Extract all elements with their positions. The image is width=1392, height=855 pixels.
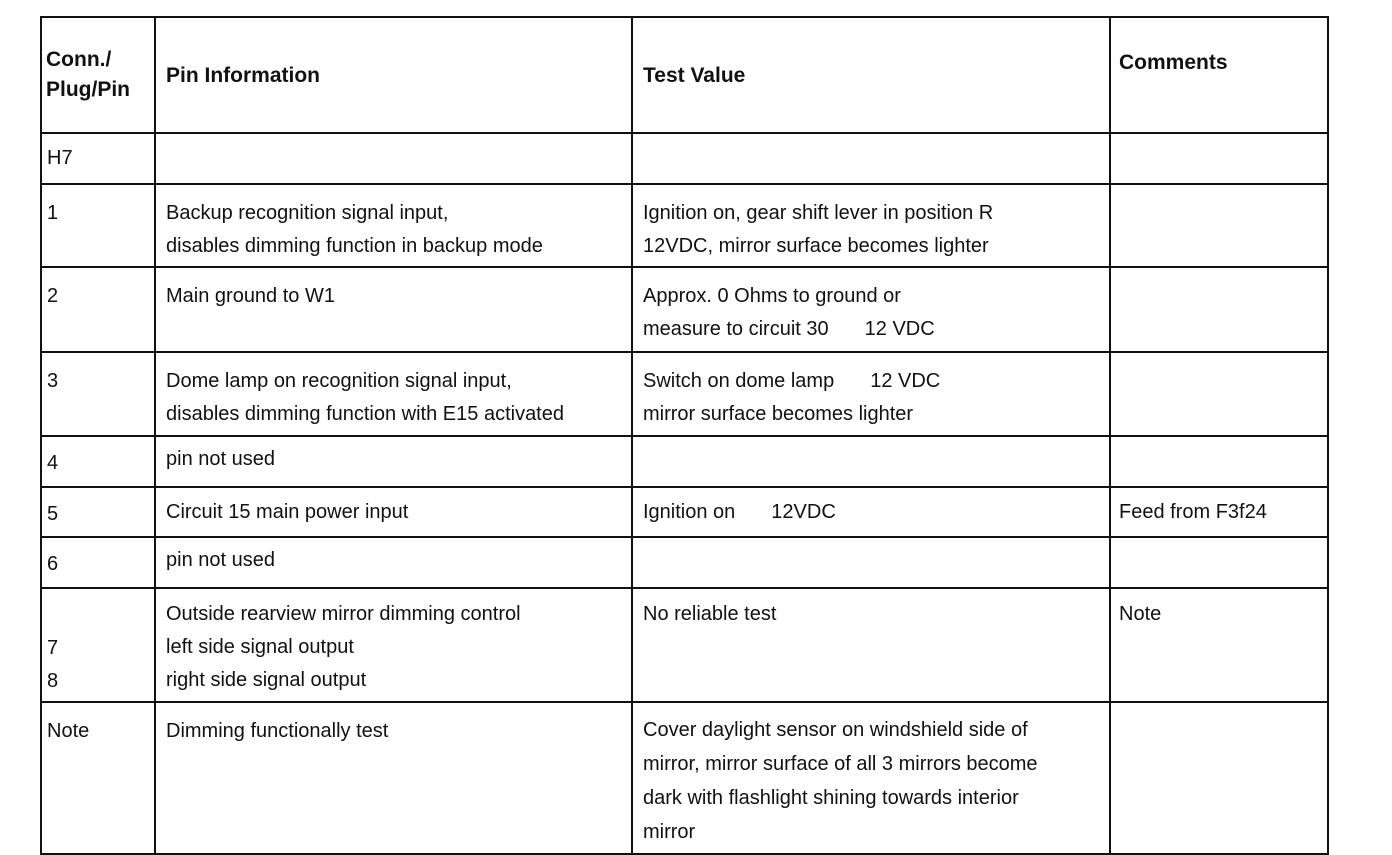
test-value-cell: [632, 133, 1110, 184]
pin-cell: 4: [41, 436, 155, 487]
pin-info-cell: [155, 133, 632, 184]
comment-cell: [1110, 702, 1328, 854]
pin-cell: 3: [41, 352, 155, 436]
test-value-line: mirror surface becomes lighter: [643, 403, 914, 425]
test-value-cell: [632, 436, 1110, 487]
test-value-cell: [632, 487, 1110, 537]
pin-info-line: right side signal output: [166, 669, 367, 691]
comment-cell: [1110, 133, 1328, 184]
test-value-line: [643, 496, 1101, 529]
test-value-cell: No reliable test: [632, 588, 1110, 702]
table-row: [41, 184, 1328, 267]
table-row: [41, 267, 1328, 352]
test-value-part: 12 VDC: [870, 370, 941, 392]
pin-cell: Note: [41, 702, 155, 854]
table-row: [41, 588, 1328, 702]
test-value-cell: [632, 267, 1110, 352]
pin-info-cell: [155, 267, 632, 352]
pin-cell: 6: [41, 537, 155, 588]
header-conn-line1: Conn./: [46, 48, 112, 71]
table-row: [41, 133, 1328, 184]
pin-number: 8: [47, 670, 59, 692]
pin-number: 7: [47, 637, 59, 659]
test-value-line: Ignition on, gear shift lever in position R: [643, 202, 994, 224]
test-value-line: dark with flashlight shining towards interior: [643, 787, 1019, 809]
pin-info-line: pin not used: [166, 448, 275, 470]
table-header-row: [41, 17, 1328, 133]
table-row: [41, 537, 1328, 588]
column-header-test-value: Test Value: [632, 17, 1110, 133]
pin-info-line: Main ground to W1: [166, 285, 335, 307]
comment-cell: [1110, 267, 1328, 352]
test-value-line: [643, 365, 1101, 398]
comment-cell: Feed from F3f24: [1110, 487, 1328, 537]
pin-info-line: Circuit 15 main power input: [166, 501, 409, 523]
pin-table-sheet: [40, 16, 1327, 855]
test-value-cell: [632, 352, 1110, 436]
column-header-conn-plug-pin: [41, 17, 155, 133]
test-value-line: Approx. 0 Ohms to ground or: [643, 285, 901, 307]
test-value-part: Ignition on: [643, 501, 736, 523]
comment-cell: [1110, 537, 1328, 588]
test-value-part: 12VDC: [771, 501, 836, 523]
table-row: [41, 487, 1328, 537]
comment-cell: Note: [1110, 588, 1328, 702]
test-value-cell: [632, 184, 1110, 267]
test-value-part: measure to circuit 30: [643, 318, 829, 340]
test-value-line: Cover daylight sensor on windshield side of: [643, 719, 1028, 741]
pin-info-cell: Dimming functionally test: [155, 702, 632, 854]
pin-info-line: Dome lamp on recognition signal input,: [166, 370, 512, 392]
pin-info-line: Backup recognition signal input,: [166, 202, 449, 224]
pin-info-line: disables dimming function in backup mode: [166, 235, 543, 257]
test-value-line: mirror: [643, 821, 696, 843]
pin-information-table: [40, 16, 1329, 855]
test-value-part: 12 VDC: [864, 318, 935, 340]
comment-cell: [1110, 184, 1328, 267]
pin-cell: 2: [41, 267, 155, 352]
test-value-line: 12VDC, mirror surface becomes lighter: [643, 235, 989, 257]
comment-cell: [1110, 352, 1328, 436]
table-row: [41, 436, 1328, 487]
pin-info-cell: [155, 588, 632, 702]
pin-info-cell: [155, 352, 632, 436]
test-value-cell: [632, 537, 1110, 588]
pin-info-cell: [155, 184, 632, 267]
comment-cell: [1110, 436, 1328, 487]
table-row: [41, 352, 1328, 436]
test-value-line: [643, 313, 1101, 346]
pin-info-cell: [155, 487, 632, 537]
test-value-cell: [632, 702, 1110, 854]
pin-cell: [41, 588, 155, 702]
pin-cell: 5: [41, 487, 155, 537]
pin-cell: 1: [41, 184, 155, 267]
pin-info-cell: [155, 436, 632, 487]
pin-info-line: disables dimming function with E15 activated: [166, 403, 564, 425]
pin-cell: H7: [41, 133, 155, 184]
column-header-pin-information: Pin Information: [155, 17, 632, 133]
table-row: [41, 702, 1328, 854]
header-conn-line2: Plug/Pin: [46, 78, 130, 101]
column-header-comments: Comments: [1110, 17, 1328, 133]
pin-info-line: Outside rearview mirror dimming control: [166, 603, 521, 625]
pin-info-cell: [155, 537, 632, 588]
pin-info-line: pin not used: [166, 549, 275, 571]
test-value-line: mirror, mirror surface of all 3 mirrors become: [643, 753, 1038, 775]
test-value-part: Switch on dome lamp: [643, 370, 835, 392]
pin-info-line: left side signal output: [166, 636, 354, 658]
